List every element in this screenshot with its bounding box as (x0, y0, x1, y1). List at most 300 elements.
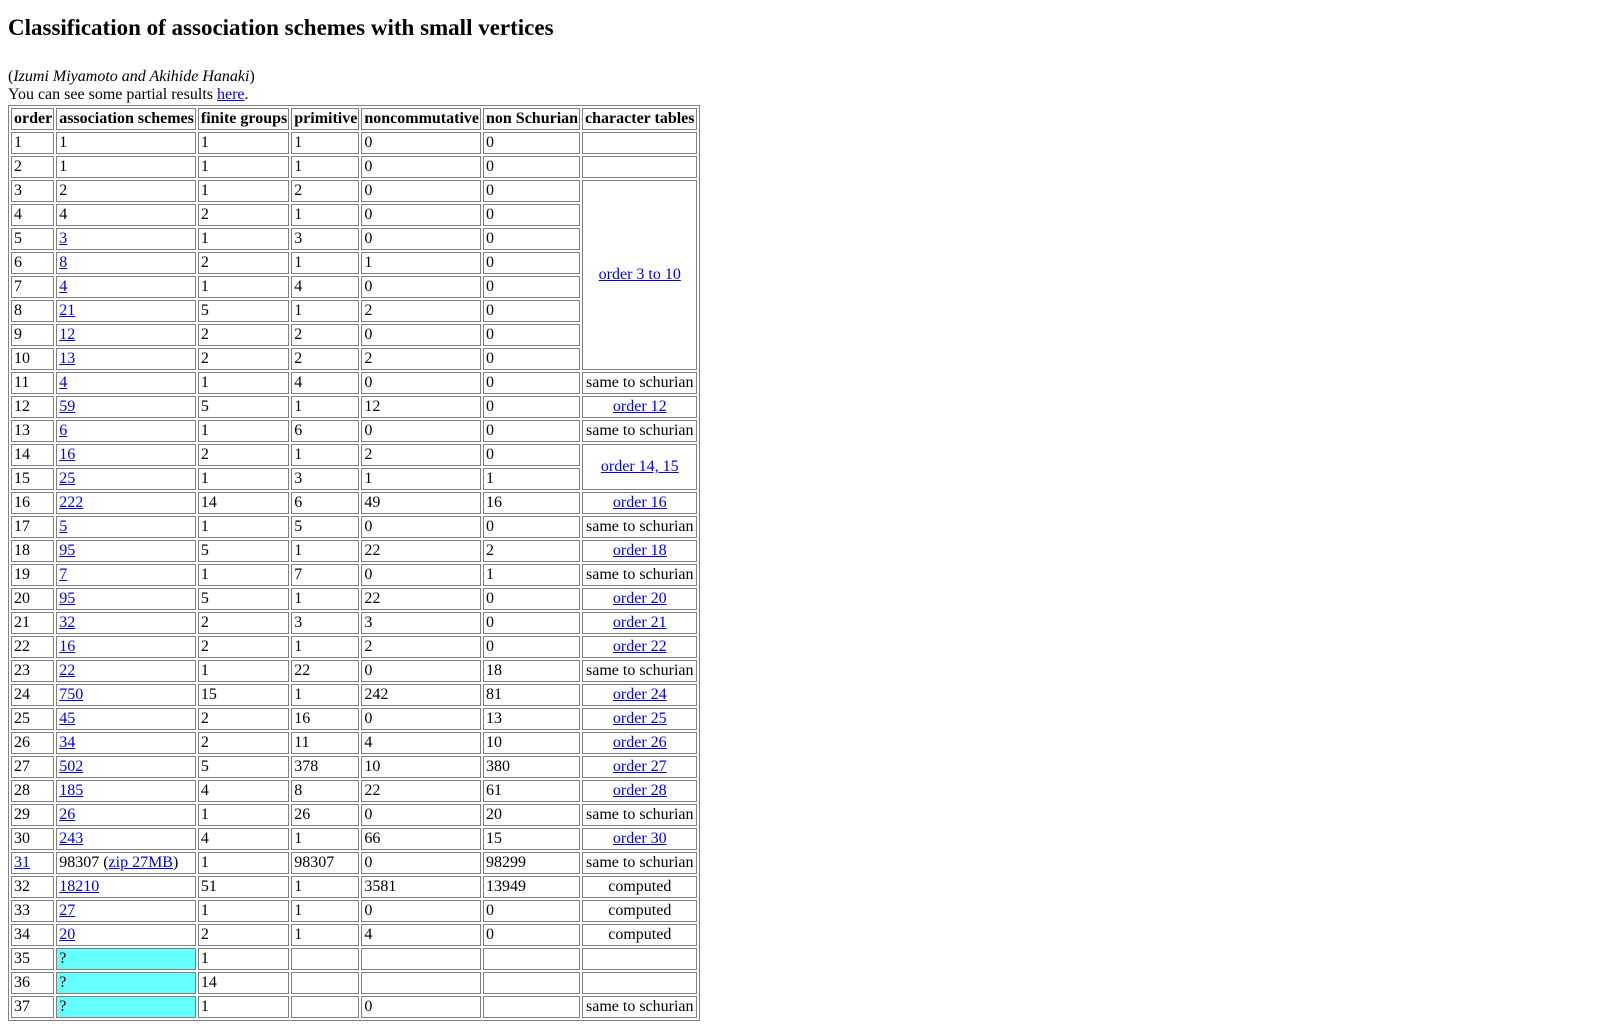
order-cell: 20 (11, 588, 54, 610)
noncommutative-cell (361, 972, 481, 994)
groups-cell: 1 (198, 900, 289, 922)
zip-download-link[interactable]: zip 27MB (108, 854, 173, 871)
schemes-cell (56, 612, 196, 634)
order-cell: 1 (11, 132, 54, 154)
non-schurian-cell: 0 (483, 276, 580, 298)
groups-cell: 2 (198, 708, 289, 730)
character-table-cell (582, 444, 696, 490)
non-schurian-cell: 0 (483, 924, 580, 946)
order-cell: 19 (11, 564, 54, 586)
order-cell: 5 (11, 228, 54, 250)
schemes-cell-link[interactable]: 185 (59, 782, 84, 799)
character-table-cell (582, 132, 696, 154)
schemes-cell (56, 564, 196, 586)
header-primitive: primitive (291, 108, 359, 130)
noncommutative-cell: 0 (361, 132, 481, 154)
order-cell: 11 (11, 372, 54, 394)
noncommutative-cell: 4 (361, 924, 481, 946)
character-table-cell (582, 540, 696, 562)
groups-cell: 1 (198, 276, 289, 298)
schemes-cell-link[interactable]: 16 (59, 638, 76, 655)
groups-cell: 5 (198, 540, 289, 562)
schemes-cell (56, 684, 196, 706)
order-cell: 3 (11, 180, 54, 202)
schemes-cell-link[interactable]: 502 (59, 758, 84, 775)
noncommutative-cell: 0 (361, 204, 481, 226)
character-table-cell (582, 780, 696, 802)
non-schurian-cell: 1 (483, 564, 580, 586)
order-cell: 15 (11, 468, 54, 490)
header-association-schemes: association schemes (56, 108, 196, 130)
groups-cell: 14 (198, 972, 289, 994)
character-table-cell (582, 948, 696, 970)
groups-cell: 1 (198, 180, 289, 202)
table-row (11, 180, 697, 202)
schemes-cell (56, 396, 196, 418)
character-table-cell: same to schurian (582, 372, 696, 394)
primitive-cell: 1 (291, 204, 359, 226)
groups-cell: 1 (198, 852, 289, 874)
noncommutative-cell: 1 (361, 252, 481, 274)
character-table-cell (582, 492, 696, 514)
non-schurian-cell: 61 (483, 780, 580, 802)
groups-cell: 1 (198, 996, 289, 1018)
noncommutative-cell (361, 948, 481, 970)
noncommutative-cell: 3581 (361, 876, 481, 898)
schemes-cell (56, 804, 196, 826)
character-table-cell (582, 972, 696, 994)
noncommutative-cell: 0 (361, 372, 481, 394)
character-table-cell (582, 180, 696, 370)
schemes-cell: ? (56, 996, 196, 1018)
non-schurian-cell: 0 (483, 516, 580, 538)
order-cell: 9 (11, 324, 54, 346)
primitive-cell: 1 (291, 396, 359, 418)
order-cell: 23 (11, 660, 54, 682)
schemes-cell (56, 876, 196, 898)
groups-cell: 5 (198, 300, 289, 322)
authors: Izumi Miyamoto and Akihide Hanaki (13, 68, 250, 85)
groups-cell: 2 (198, 348, 289, 370)
schemes-cell (56, 300, 196, 322)
character-table-cell (582, 612, 696, 634)
schemes-cell-link[interactable]: 20 (59, 926, 76, 943)
order-cell: 16 (11, 492, 54, 514)
primitive-cell: 1 (291, 684, 359, 706)
primitive-cell: 1 (291, 636, 359, 658)
order-cell: 8 (11, 300, 54, 322)
order-cell: 30 (11, 828, 54, 850)
groups-cell: 51 (198, 876, 289, 898)
non-schurian-cell: 16 (483, 492, 580, 514)
primitive-cell: 6 (291, 492, 359, 514)
non-schurian-cell: 0 (483, 132, 580, 154)
non-schurian-cell: 0 (483, 420, 580, 442)
order-cell: 33 (11, 900, 54, 922)
non-schurian-cell: 0 (483, 324, 580, 346)
groups-cell: 1 (198, 804, 289, 826)
character-table-cell-link[interactable]: order 20 (612, 590, 667, 607)
non-schurian-cell: 380 (483, 756, 580, 778)
character-table-cell-link[interactable]: order 22 (612, 638, 667, 655)
primitive-cell: 26 (291, 804, 359, 826)
primitive-cell: 1 (291, 588, 359, 610)
noncommutative-cell: 12 (361, 396, 481, 418)
non-schurian-cell: 13 (483, 708, 580, 730)
character-table-cell-link[interactable]: order 14, 15 (600, 458, 679, 475)
order-cell-link[interactable]: 31 (14, 854, 30, 871)
character-table-cell (582, 636, 696, 658)
schemes-cell: 1 (56, 156, 196, 178)
character-table-cell: computed (582, 900, 696, 922)
schemes-cell (56, 444, 196, 466)
table-row (11, 732, 697, 754)
header-character-tables: character tables (582, 108, 696, 130)
non-schurian-cell: 0 (483, 444, 580, 466)
partial-results-line: You can see some partial results here. (8, 86, 249, 103)
order-cell: 37 (11, 996, 54, 1018)
order-cell: 27 (11, 756, 54, 778)
character-table-cell-link[interactable]: order 26 (612, 734, 667, 751)
groups-cell: 2 (198, 636, 289, 658)
primitive-cell: 1 (291, 132, 359, 154)
non-schurian-cell: 0 (483, 348, 580, 370)
noncommutative-cell: 0 (361, 276, 481, 298)
noncommutative-cell: 1 (361, 468, 481, 490)
character-table-cell-link[interactable]: order 25 (612, 710, 667, 727)
table-row (11, 132, 697, 154)
noncommutative-cell: 22 (361, 780, 481, 802)
noncommutative-cell: 22 (361, 540, 481, 562)
schemes-cell (56, 828, 196, 850)
order-cell: 35 (11, 948, 54, 970)
order-cell: 21 (11, 612, 54, 634)
groups-cell: 1 (198, 516, 289, 538)
table-row (11, 804, 697, 826)
character-table-cell (582, 588, 696, 610)
groups-cell: 5 (198, 588, 289, 610)
schemes-cell-link[interactable]: 22 (59, 662, 76, 679)
groups-cell: 15 (198, 684, 289, 706)
order-cell: 6 (11, 252, 54, 274)
character-table-cell-link[interactable]: order 16 (612, 494, 667, 511)
character-table-cell: same to schurian (582, 996, 696, 1018)
schemes-cell: 1 (56, 132, 196, 154)
non-schurian-cell (483, 996, 580, 1018)
primitive-cell: 1 (291, 828, 359, 850)
groups-cell: 1 (198, 468, 289, 490)
table-row (11, 540, 697, 562)
schemes-cell-link[interactable]: 6 (59, 422, 68, 439)
primitive-cell: 3 (291, 612, 359, 634)
noncommutative-cell: 0 (361, 564, 481, 586)
table-row (11, 516, 697, 538)
primitive-cell: 4 (291, 372, 359, 394)
schemes-cell (56, 636, 196, 658)
schemes-cell-link[interactable]: 95 (59, 542, 76, 559)
table-body (11, 132, 697, 1018)
non-schurian-cell: 15 (483, 828, 580, 850)
primitive-cell: 7 (291, 564, 359, 586)
primitive-cell: 22 (291, 660, 359, 682)
character-table-cell (582, 756, 696, 778)
table-row (11, 996, 697, 1018)
table-row (11, 780, 697, 802)
schemes-cell-link[interactable]: 4 (59, 278, 68, 295)
non-schurian-cell: 0 (483, 588, 580, 610)
schemes-cell (56, 324, 196, 346)
noncommutative-cell: 49 (361, 492, 481, 514)
character-table-cell (582, 396, 696, 418)
noncommutative-cell: 0 (361, 156, 481, 178)
character-table-cell: same to schurian (582, 852, 696, 874)
order-cell: 18 (11, 540, 54, 562)
noncommutative-cell: 2 (361, 348, 481, 370)
schemes-cell (56, 660, 196, 682)
order-cell: 10 (11, 348, 54, 370)
schemes-cell-link[interactable]: 95 (59, 590, 76, 607)
primitive-cell: 4 (291, 276, 359, 298)
schemes-cell (56, 924, 196, 946)
schemes-cell (56, 348, 196, 370)
schemes-cell-link[interactable]: 13 (59, 350, 76, 367)
noncommutative-cell: 10 (361, 756, 481, 778)
schemes-cell-link[interactable]: 32 (59, 614, 76, 631)
table-row (11, 924, 697, 946)
schemes-cell (56, 756, 196, 778)
table-row (11, 396, 697, 418)
primitive-cell: 98307 (291, 852, 359, 874)
schemes-cell-link[interactable]: 12 (59, 326, 76, 343)
header-non-schurian: non Schurian (483, 108, 580, 130)
groups-cell: 2 (198, 732, 289, 754)
non-schurian-cell: 0 (483, 300, 580, 322)
primitive-cell: 2 (291, 324, 359, 346)
character-table-cell: same to schurian (582, 804, 696, 826)
schemes-cell-link[interactable]: 7 (59, 566, 68, 583)
schemes-cell (56, 492, 196, 514)
primitive-cell: 1 (291, 300, 359, 322)
partial-results-text: You can see some partial results (8, 86, 217, 103)
order-cell: 26 (11, 732, 54, 754)
noncommutative-cell: 242 (361, 684, 481, 706)
table-row (11, 636, 697, 658)
noncommutative-cell: 0 (361, 516, 481, 538)
primitive-cell: 8 (291, 780, 359, 802)
character-table-cell-link[interactable]: order 28 (612, 782, 667, 799)
schemes-cell-link[interactable]: 750 (59, 686, 84, 703)
groups-cell: 1 (198, 420, 289, 442)
character-table-cell-link[interactable]: order 21 (612, 614, 667, 631)
table-row (11, 948, 697, 970)
schemes-cell-link[interactable]: 59 (59, 398, 76, 415)
primitive-cell: 11 (291, 732, 359, 754)
groups-cell: 2 (198, 204, 289, 226)
non-schurian-cell: 0 (483, 156, 580, 178)
schemes-cell-link[interactable]: 3 (59, 230, 68, 247)
table-row (11, 372, 697, 394)
groups-cell: 5 (198, 756, 289, 778)
schemes-cell (56, 588, 196, 610)
header-noncommutative: noncommutative (361, 108, 481, 130)
schemes-cell (56, 228, 196, 250)
character-table-cell-link[interactable]: order 24 (612, 686, 667, 703)
noncommutative-cell: 66 (361, 828, 481, 850)
table-row (11, 420, 697, 442)
non-schurian-cell: 0 (483, 204, 580, 226)
table-row (11, 684, 697, 706)
schemes-cell: 2 (56, 180, 196, 202)
primitive-cell (291, 996, 359, 1018)
character-table-cell (582, 708, 696, 730)
order-cell: 34 (11, 924, 54, 946)
schemes-cell (56, 852, 196, 874)
schemes-cell-link[interactable]: 25 (59, 470, 76, 487)
groups-cell: 1 (198, 564, 289, 586)
noncommutative-cell: 22 (361, 588, 481, 610)
non-schurian-cell: 81 (483, 684, 580, 706)
non-schurian-cell: 20 (483, 804, 580, 826)
table-row (11, 492, 697, 514)
schemes-cell (56, 732, 196, 754)
character-table-cell (582, 684, 696, 706)
noncommutative-cell: 2 (361, 636, 481, 658)
header-order: order (11, 108, 54, 130)
non-schurian-cell: 0 (483, 252, 580, 274)
non-schurian-cell: 13949 (483, 876, 580, 898)
schemes-cell-link[interactable]: 222 (59, 494, 84, 511)
non-schurian-cell: 0 (483, 900, 580, 922)
order-cell: 25 (11, 708, 54, 730)
non-schurian-cell: 18 (483, 660, 580, 682)
character-table-cell-link[interactable]: order 27 (612, 758, 667, 775)
authors-line: (Izumi Miyamoto and Akihide Hanaki) (8, 68, 255, 85)
groups-cell: 2 (198, 324, 289, 346)
schemes-cell-link[interactable]: 18210 (59, 878, 100, 895)
character-table-cell: same to schurian (582, 660, 696, 682)
order-cell: 13 (11, 420, 54, 442)
character-table-cell: same to schurian (582, 516, 696, 538)
groups-cell: 1 (198, 660, 289, 682)
non-schurian-cell: 0 (483, 612, 580, 634)
groups-cell: 14 (198, 492, 289, 514)
header-finite-groups: finite groups (198, 108, 289, 130)
primitive-cell: 1 (291, 900, 359, 922)
primitive-cell: 5 (291, 516, 359, 538)
character-table-cell (582, 732, 696, 754)
table-row (11, 876, 697, 898)
primitive-cell (291, 948, 359, 970)
noncommutative-cell: 0 (361, 804, 481, 826)
non-schurian-cell: 0 (483, 228, 580, 250)
order-cell: 22 (11, 636, 54, 658)
order-cell: 29 (11, 804, 54, 826)
character-table-cell-link[interactable]: order 12 (612, 398, 667, 415)
noncommutative-cell: 0 (361, 852, 481, 874)
groups-cell: 2 (198, 444, 289, 466)
partial-results-link[interactable]: here (217, 86, 245, 103)
character-table-cell: same to schurian (582, 420, 696, 442)
primitive-cell: 1 (291, 156, 359, 178)
groups-cell: 1 (198, 228, 289, 250)
schemes-cell (56, 540, 196, 562)
schemes-cell (56, 372, 196, 394)
schemes-cell (56, 708, 196, 730)
table-row (11, 588, 697, 610)
non-schurian-cell: 0 (483, 180, 580, 202)
schemes-cell-link[interactable]: 26 (59, 806, 76, 823)
schemes-tail: ) (172, 854, 179, 871)
primitive-cell: 378 (291, 756, 359, 778)
noncommutative-cell: 0 (361, 996, 481, 1018)
classification-table (8, 105, 700, 1021)
non-schurian-cell: 1 (483, 468, 580, 490)
schemes-cell: 4 (56, 204, 196, 226)
schemes-cell (56, 252, 196, 274)
primitive-cell: 2 (291, 180, 359, 202)
groups-cell: 2 (198, 252, 289, 274)
schemes-cell (56, 276, 196, 298)
character-table-cell (582, 828, 696, 850)
order-cell: 17 (11, 516, 54, 538)
schemes-cell-link[interactable]: 27 (59, 902, 76, 919)
order-cell: 28 (11, 780, 54, 802)
character-table-cell-link[interactable]: order 30 (612, 830, 667, 847)
table-row (11, 756, 697, 778)
schemes-cell-link[interactable]: 243 (59, 830, 84, 847)
schemes-cell-link[interactable]: 45 (59, 710, 76, 727)
order-cell: 4 (11, 204, 54, 226)
schemes-cell-link[interactable]: 8 (59, 254, 68, 271)
primitive-cell: 1 (291, 444, 359, 466)
primitive-cell: 2 (291, 348, 359, 370)
table-row (11, 660, 697, 682)
noncommutative-cell: 0 (361, 228, 481, 250)
schemes-count: 98307 ( (59, 854, 109, 871)
groups-cell: 1 (198, 372, 289, 394)
noncommutative-cell: 3 (361, 612, 481, 634)
table-row (11, 900, 697, 922)
character-table-cell-link[interactable]: order 18 (612, 542, 667, 559)
character-table-cell-link[interactable]: order 3 to 10 (598, 266, 681, 283)
non-schurian-cell (483, 972, 580, 994)
table-row (11, 708, 697, 730)
non-schurian-cell: 10 (483, 732, 580, 754)
order-cell: 14 (11, 444, 54, 466)
non-schurian-cell: 0 (483, 636, 580, 658)
primitive-cell: 16 (291, 708, 359, 730)
schemes-cell-link[interactable]: 4 (59, 374, 68, 391)
page-title: Classification of association schemes with small vertices (8, 15, 554, 40)
primitive-cell: 3 (291, 228, 359, 250)
table-row (11, 828, 697, 850)
schemes-cell-link[interactable]: 16 (59, 446, 76, 463)
order-cell: 12 (11, 396, 54, 418)
character-table-cell: computed (582, 876, 696, 898)
schemes-cell-link[interactable]: 34 (59, 734, 76, 751)
schemes-cell-link[interactable]: 5 (59, 518, 68, 535)
schemes-cell-link[interactable]: 21 (59, 302, 76, 319)
noncommutative-cell: 2 (361, 300, 481, 322)
noncommutative-cell: 0 (361, 708, 481, 730)
groups-cell: 1 (198, 948, 289, 970)
schemes-cell: ? (56, 948, 196, 970)
groups-cell: 2 (198, 924, 289, 946)
noncommutative-cell: 0 (361, 180, 481, 202)
noncommutative-cell: 2 (361, 444, 481, 466)
table-row (11, 444, 697, 466)
noncommutative-cell: 0 (361, 420, 481, 442)
